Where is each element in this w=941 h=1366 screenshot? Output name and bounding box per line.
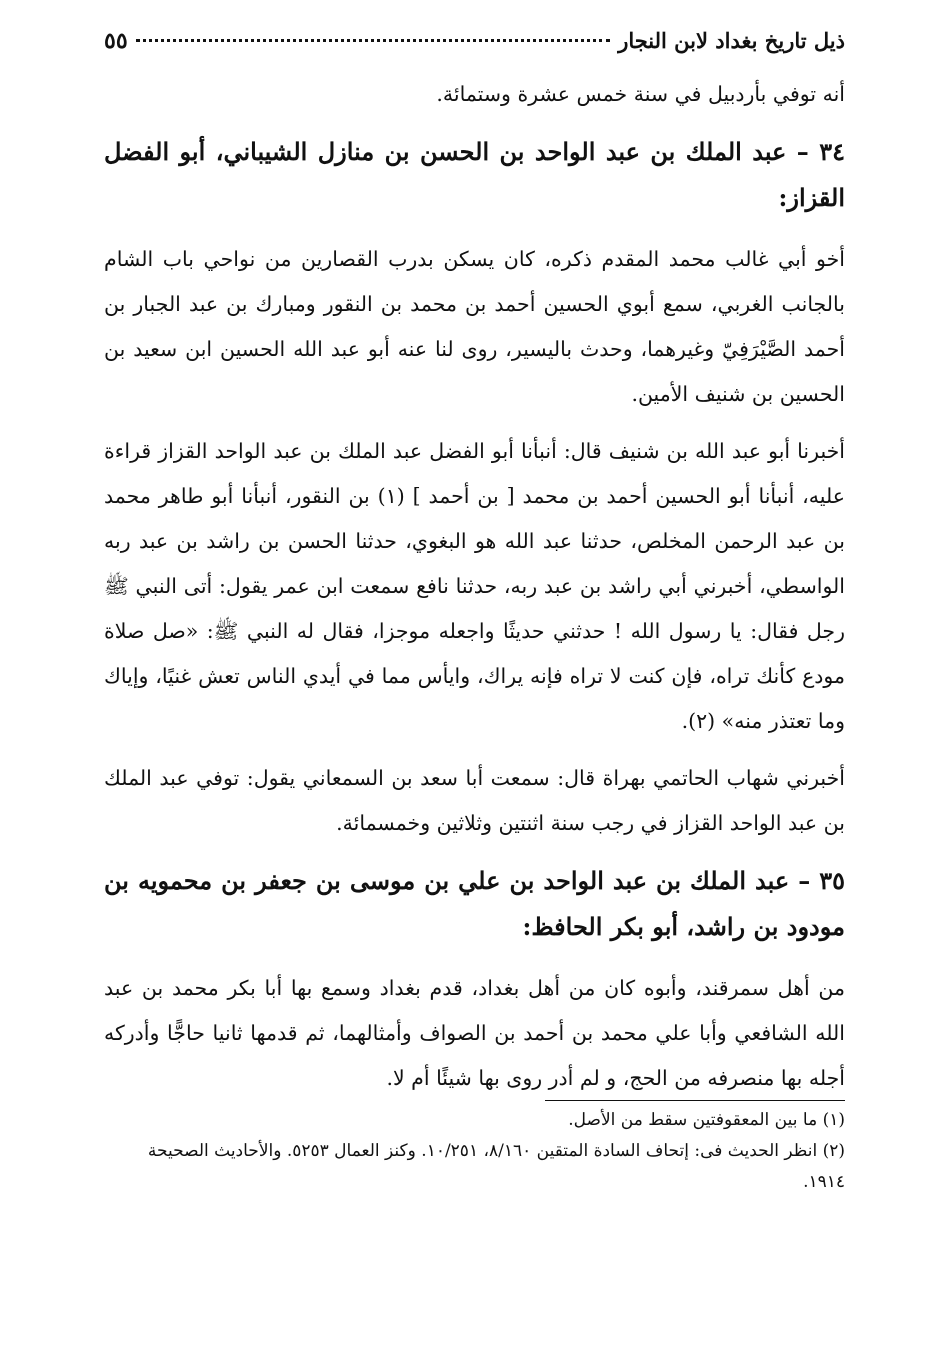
footnotes (104, 1100, 845, 1198)
footnote-1: (١) ما بين المعقوفتين سقط من الأصل. (568, 1110, 845, 1130)
footnote-divider (545, 1100, 845, 1101)
main-text (104, 72, 845, 1113)
page-number: ٥٥ (104, 28, 128, 54)
header-leader-dots (136, 39, 611, 42)
entry-35-heading: ٣٥ – عبد الملك بن عبد الواحد بن علي بن موسى بن جعفر بن محمويه بن مودود بن راشد، أبو بكر الحافظ: (104, 866, 845, 941)
entry-34-heading: ٣٤ – عبد الملك بن عبد الواحد بن الحسن بن منازل الشيباني، أبو الفضل القزاز: (104, 137, 845, 212)
footnote-2: (٢) انظر الحديث فى: إتحاف السادة المتقين ٨/١٦٠، ١٠/٢٥١. وكنز العمال ٥٢٥٣. والأحاديث الصحيحة ١٩١٤. (147, 1141, 845, 1192)
entry-34-death-note: أخبرني شهاب الحاتمي بهراة قال: سمعت أبا سعد بن السمعاني يقول: توفي عبد الملك بن عبد الواحد القزاز في رجب سنة اثنتين وثلاثين وخمسمائة. (104, 766, 845, 835)
continuation-paragraph: أنه توفي بأردبيل في سنة خمس عشرة وستمائة. (436, 82, 845, 106)
entry-34-biography: أخو أبي غالب محمد المقدم ذكره، كان يسكن بدرب القصارين من نواحي باب الشام بالجانب الغربي، سمع أبوي الحسين أحمد بن محمد بن النقور ومبارك بن عبد الجبار بن أحمد الصَّيْرَفِيّ وغيرهما، وحدث باليسير، روى لنا عنه أبو عبد الله الحسين ابن سعيد بن الحسين بن شنيف الأمين. (104, 247, 845, 406)
page-header (104, 28, 845, 68)
entry-34-hadith-chain: أخبرنا أبو عبد الله بن شنيف قال: أنبأنا أبو الفضل عبد الملك بن عبد الواحد القزاز قراءة عليه، أنبأنا أبو الحسين أحمد بن محمد [ بن أحمد ] (١) بن النقور، أنبأنا أبو طاهر محمد بن عبد الرحمن المخلص، حدثنا عبد الله هو البغوي، حدثنا الحسن بن راشد بن عبد ربه الواسطي، أخبرني أبي راشد بن عبد ربه، حدثنا نافع سمعت ابن عمر يقول: أتى النبي ﷺ رجل فقال: يا رسول الله ! حدثني حديثًا واجعله موجزا، فقال له النبي ﷺ: «صل صلاة مودع كأنك تراه، فإن كنت لا تراه فإنه يراك، وايأس مما في أيدي الناس تعش غنيًا، وإياك وما تعتذر منه» (٢). (104, 439, 845, 733)
running-title: ذيل تاريخ بغداد لابن النجار (618, 28, 845, 53)
entry-35-biography: من أهل سمرقند، وأبوه كان من أهل بغداد، قدم بغداد وسمع بها أبا بكر محمد بن عبد الله الشافعي وأبا علي محمد بن أحمد بن الصواف وأمثالهما، ثم قدمها ثانيا حاجًّا وأدركه أجله بها منصرفه من الحج، و لم أدر روى بها شيئًا أم لا. (104, 976, 845, 1090)
